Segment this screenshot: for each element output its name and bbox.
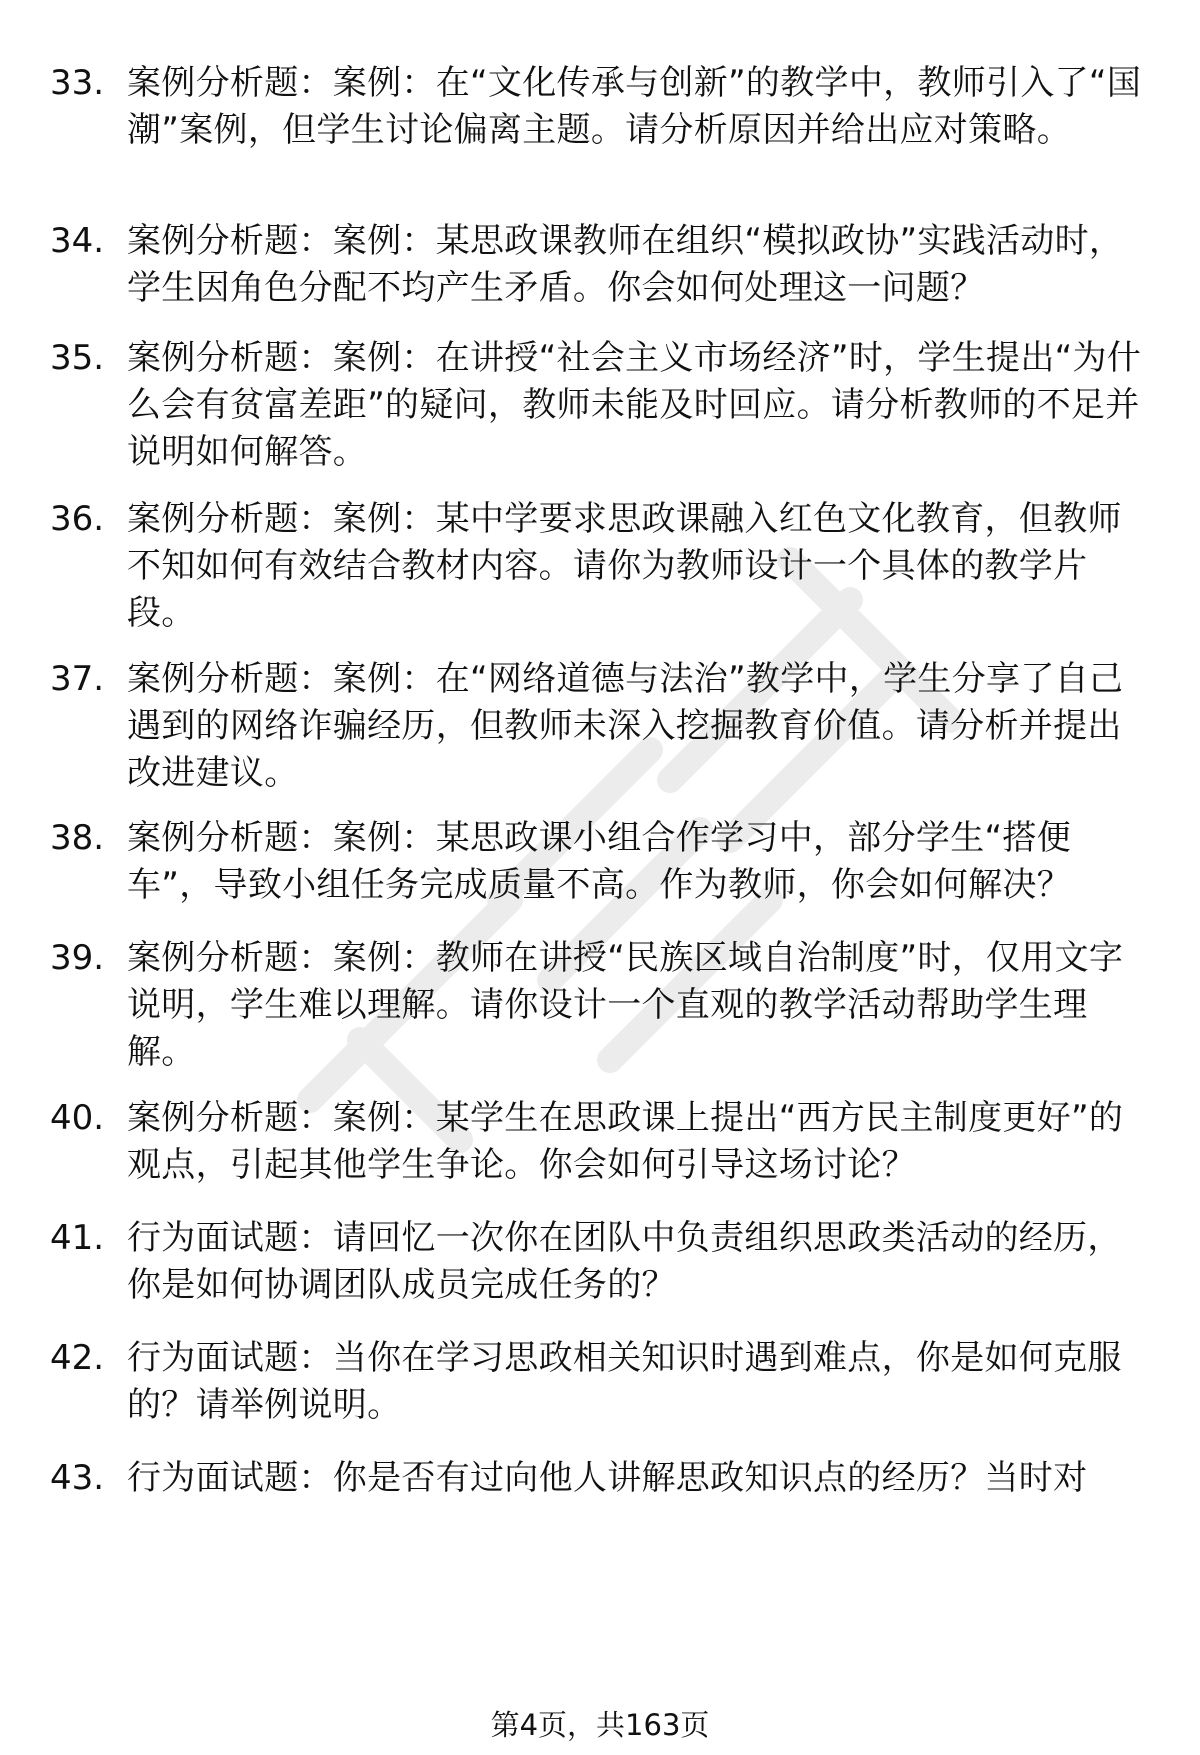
question-number: 43.: [50, 1458, 105, 1498]
question-text: 案例分析题：案例：在讲授“社会主义市场经济”时，学生提出“为什么会有贫富差距”的疑问，教师未能及时回应。请分析教师的不足并说明如何解答。: [127, 338, 1142, 472]
question-text: 行为面试题：当你在学习思政相关知识时遇到难点，你是如何克服的？请举例说明。: [127, 1338, 1122, 1425]
question-text: 案例分析题：案例：在“网络道德与法治”教学中，学生分享了自己遇到的网络诈骗经历，但教师未深入挖掘教育价值。请分析并提出改进建议。: [127, 659, 1124, 793]
question-text: 案例分析题：案例：在“文化传承与创新”的教学中，教师引入了“国潮”案例，但学生讨论偏离主题。请分析原因并给出应对策略。: [127, 63, 1142, 150]
question-number: 33.: [50, 63, 105, 103]
question-number: 42.: [50, 1338, 105, 1378]
question-text: 案例分析题：案例：某中学要求思政课融入红色文化教育，但教师不知如何有效结合教材内容。请你为教师设计一个具体的教学片段。: [127, 499, 1122, 633]
question-number: 35.: [50, 338, 105, 378]
question-text: 案例分析题：案例：某思政课小组合作学习中，部分学生“搭便车”，导致小组任务完成质量不高。作为教师，你会如何解决？: [127, 818, 1072, 905]
question-text: 案例分析题：案例：某思政课教师在组织“模拟政协”实践活动时，学生因角色分配不均产生矛盾。你会如何处理这一问题？: [127, 221, 1124, 308]
question-text: 行为面试题：你是否有过向他人讲解思政知识点的经历？当时对: [127, 1458, 1088, 1498]
question-text: 案例分析题：案例：某学生在思政课上提出“西方民主制度更好”的观点，引起其他学生争论。你会如何引导这场讨论？: [127, 1098, 1124, 1185]
question-text: 行为面试题：请回忆一次你在团队中负责组织思政类活动的经历，你是如何协调团队成员完成任务的？: [127, 1218, 1122, 1305]
question-number: 38.: [50, 818, 105, 858]
question-number: 39.: [50, 938, 105, 978]
page-number-footer: 第4页，共163页: [490, 1708, 710, 1742]
question-number: 37.: [50, 659, 105, 699]
question-number: 40.: [50, 1098, 105, 1138]
question-number: 34.: [50, 221, 105, 261]
question-number: 36.: [50, 499, 105, 539]
question-text: 案例分析题：案例：教师在讲授“民族区域自治制度”时，仅用文字说明，学生难以理解。请你设计一个直观的教学活动帮助学生理解。: [127, 938, 1124, 1072]
question-number: 41.: [50, 1218, 105, 1258]
